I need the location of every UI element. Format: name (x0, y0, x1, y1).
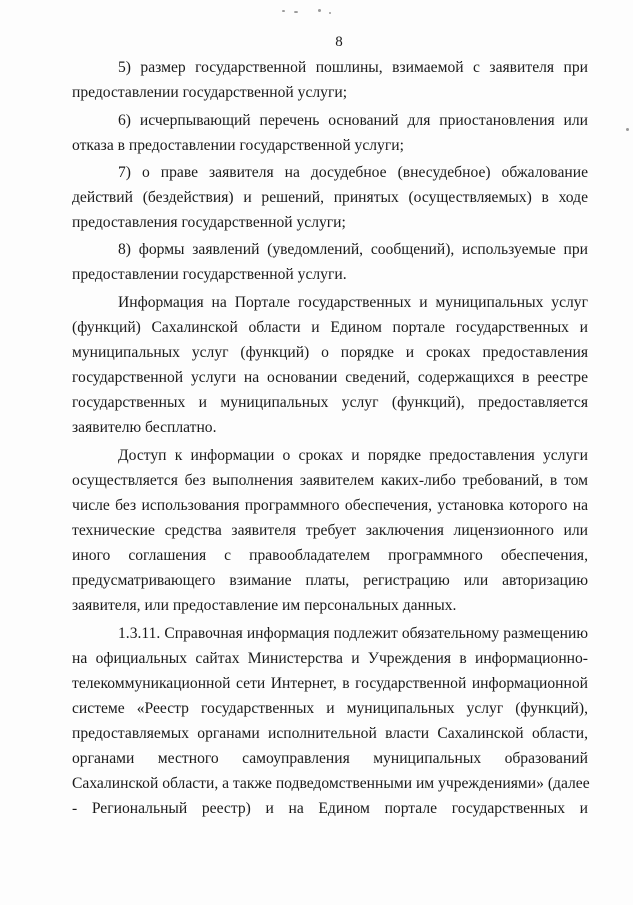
item6-line-2: отказа в предоставлении государственной услуги; (72, 137, 404, 154)
item7-line-3: предоставления государственной услуги; (72, 214, 346, 231)
info-line-5: государственных и муниципальных услуг (функций), предоставляется (72, 394, 588, 411)
info-line-6: заявителю бесплатно. (72, 419, 217, 436)
scan-speck (318, 9, 321, 12)
clause-line-2: на официальных сайтах Министерства и Учреждения в информационно- (72, 650, 588, 667)
access-line-6: предусматривающего взимание платы, регистрацию или авторизацию (72, 572, 588, 589)
clause-line-6: органами местного самоуправления муниципальных образований (72, 750, 588, 767)
access-line-7: заявителя, или предоставление им персональных данных. (72, 597, 457, 614)
access-line-5: иного соглашения с правообладателем программного обеспечения, (72, 547, 588, 564)
info-line-4: государственной услуги на основании сведений, содержащихся в реестре (72, 369, 588, 386)
clause-line-8: - Региональный реестр) и на Едином портале государственных и (72, 800, 588, 817)
item5-line-2: предоставлении государственной услуги; (72, 84, 348, 101)
scan-speck (329, 12, 331, 14)
item7-line-2: действий (бездействия) и решений, принятых (осуществляемых) в ходе (72, 189, 588, 206)
item7-line-1: 7) о праве заявителя на досудебное (внесудебное) обжалование (118, 164, 588, 181)
item5-line-1: 5) размер государственной пошлины, взимаемой с заявителя при (118, 59, 588, 76)
clause-line-1: 1.3.11. Справочная информация подлежит обязательному размещению (118, 625, 588, 642)
clause-line-4: системе «Реестр государственных и муниципальных услуг (функций), (72, 700, 588, 717)
access-line-1: Доступ к информации о сроках и порядке предоставления услуги (118, 447, 588, 464)
item8-line-1: 8) формы заявлений (уведомлений, сообщений), используемые при (118, 241, 588, 258)
access-line-3: числе без использования программного обеспечения, установка которого на (72, 497, 588, 514)
info-line-1: Информация на Портале государственных и муниципальных услуг (118, 294, 588, 311)
scan-speck (294, 11, 298, 13)
page-number: 8 (335, 34, 343, 50)
clause-line-3: телекоммуникационной сети Интернет, в государственной информационной (72, 675, 588, 692)
info-line-3: муниципальных услуг (функций) о порядке и сроках предоставления (72, 344, 588, 361)
access-line-2: осуществляется без выполнения заявителем каких-либо требований, в том (72, 472, 588, 489)
info-line-2: (функций) Сахалинской области и Едином портале государственных и (72, 319, 588, 336)
scan-speck (626, 128, 629, 131)
item6-line-1: 6) исчерпывающий перечень оснований для приостановления или (118, 112, 588, 129)
item8-line-2: предоставлении государственной услуги. (72, 266, 347, 283)
access-line-4: технические средства заявителя требует заключения лицензионного или (72, 522, 588, 539)
clause-line-5: предоставляемых органами исполнительной власти Сахалинской области, (72, 725, 588, 742)
scan-speck (282, 10, 285, 12)
clause-line-7: Сахалинской области, а также подведомственными им учреждениями» (далее (72, 775, 590, 792)
